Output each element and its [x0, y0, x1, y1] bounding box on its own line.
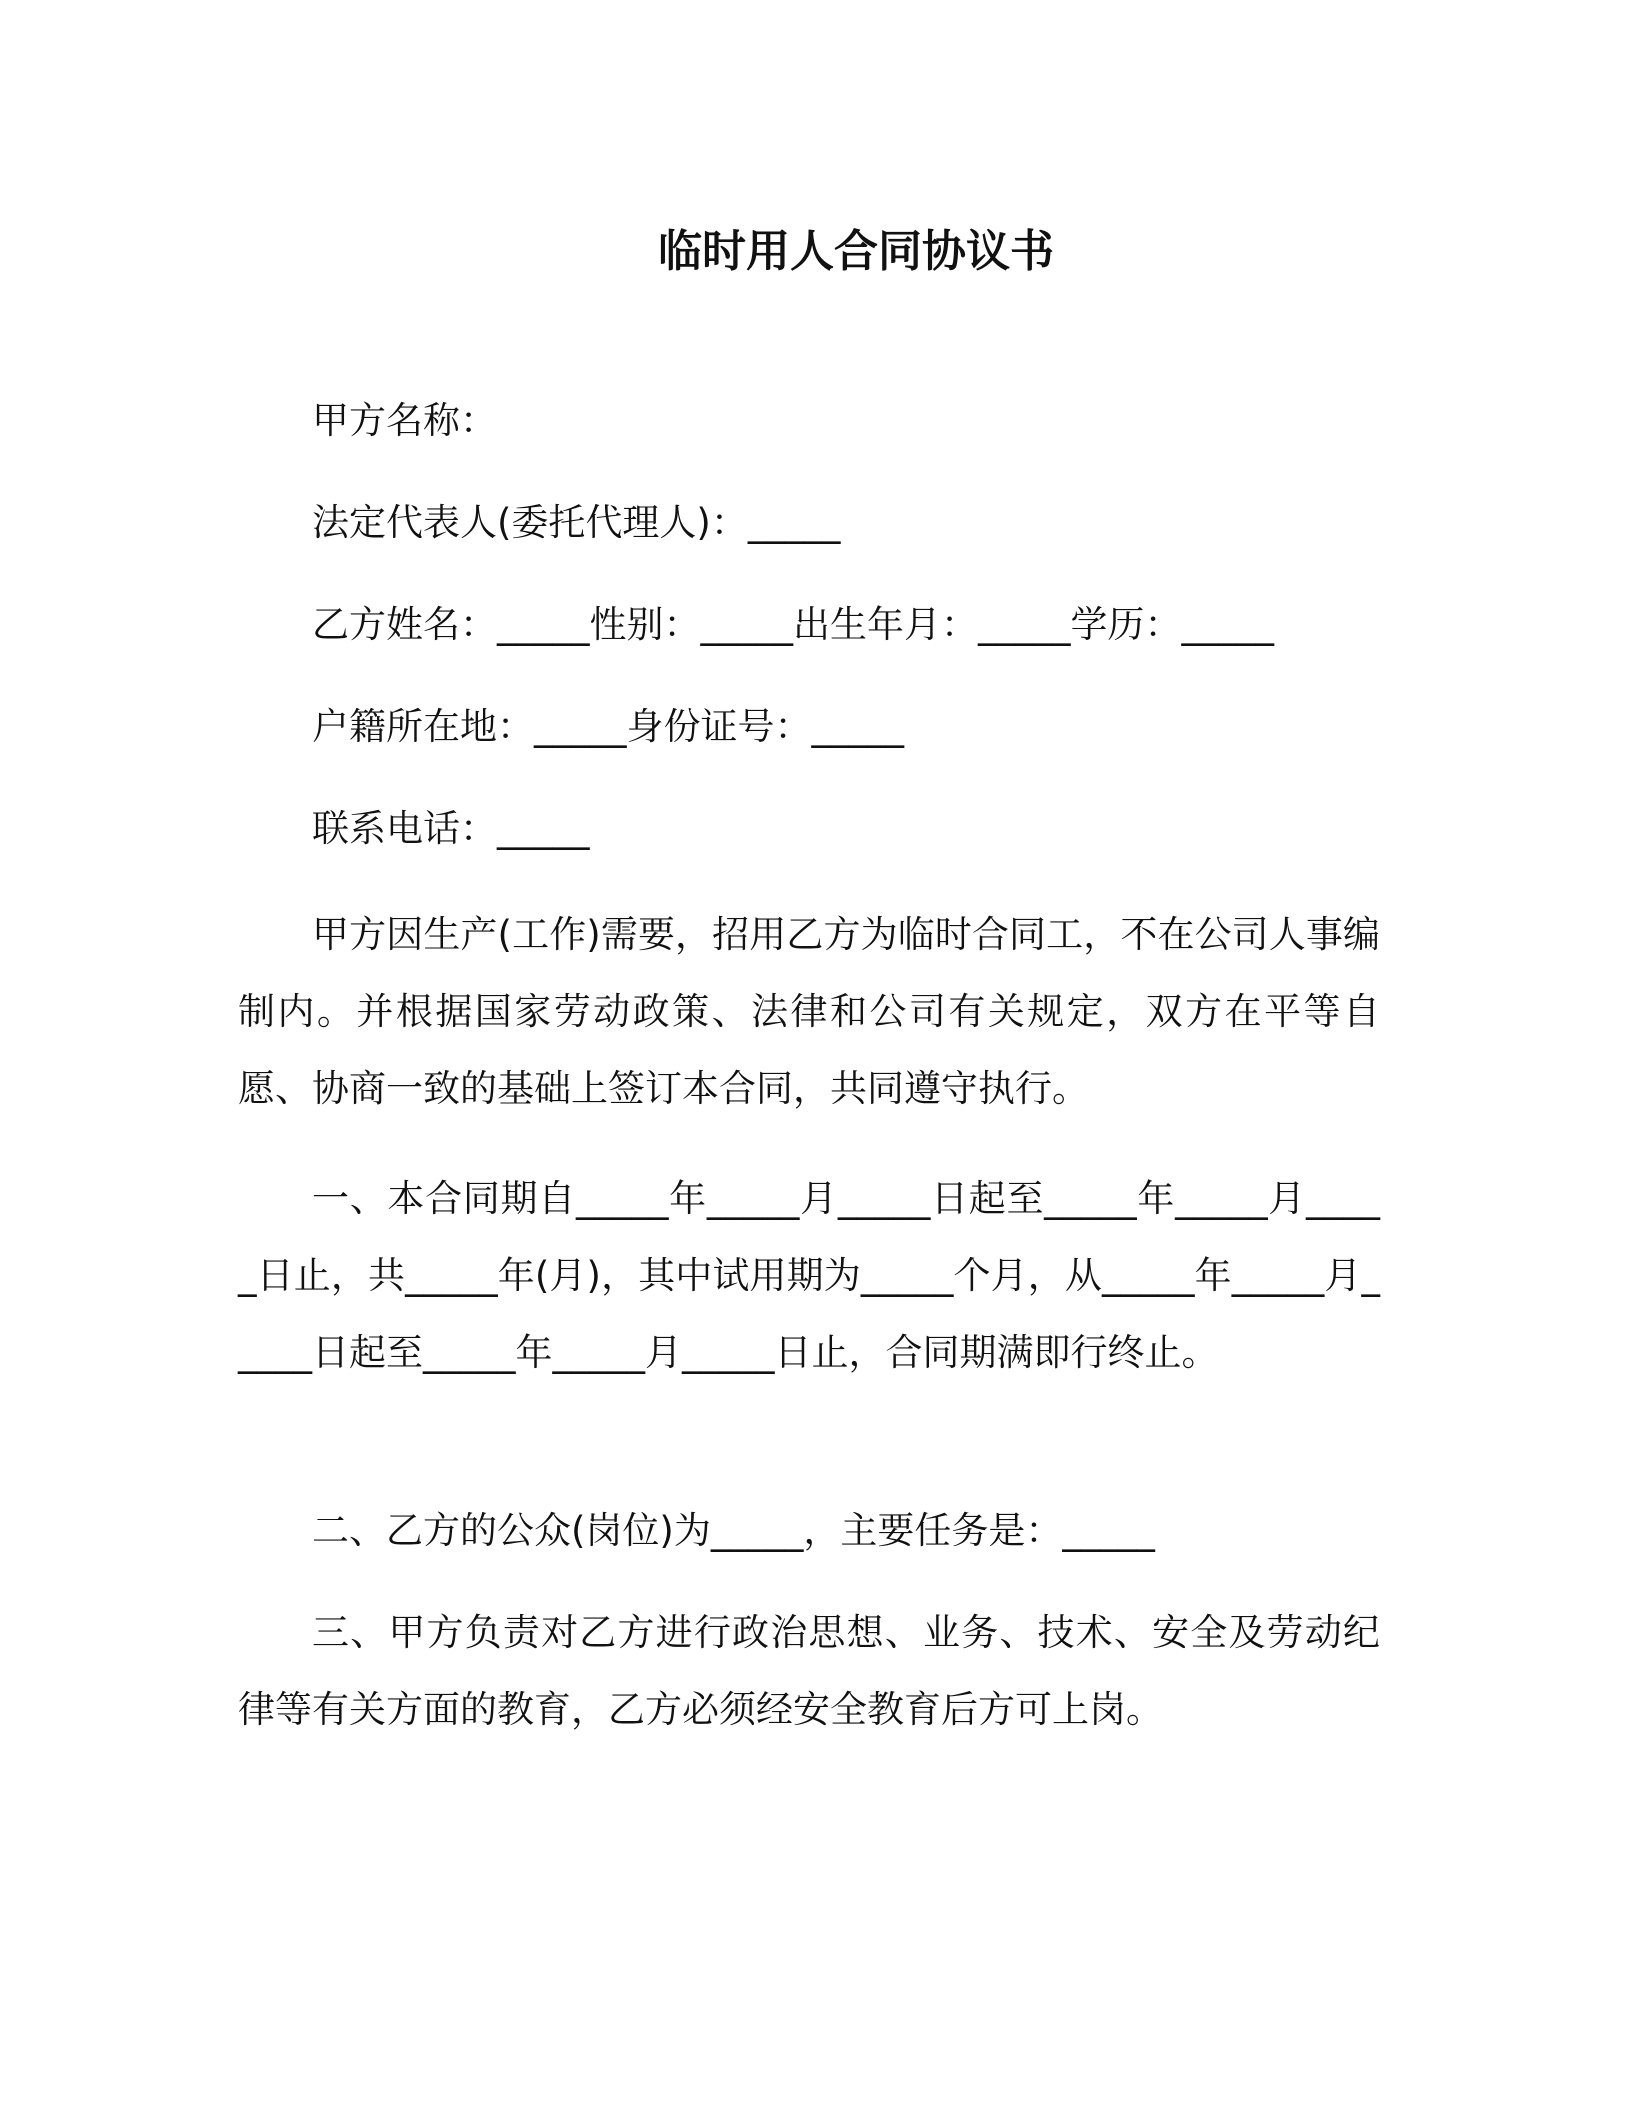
party-b-info-field: 乙方姓名：_____性别：_____出生年月：_____学历：_____	[312, 603, 1274, 646]
legal-representative-field: 法定代表人(委托代理人)：_____	[312, 501, 841, 544]
phone-field: 联系电话：_____	[312, 807, 590, 850]
clause-2-paragraph: 二、乙方的公众(岗位)为_____，主要任务是：_____	[312, 1509, 1155, 1552]
party-a-name-field: 甲方名称：	[312, 399, 497, 442]
intro-paragraph: 甲方因生产(工作)需要，招用乙方为临时合同工，不在公司人事编制内。并根据国家劳动政策、法律和公司有关规定，双方在平等自愿、协商一致的基础上签订本合同，共同遵守执行。	[238, 913, 1380, 1110]
clause-1-paragraph: 一、本合同期自_____年_____月_____日起至_____年_____月_____日止，共_____年(月)，其中试用期为_____个月，从_____年_____月_____日起至_____年_____月_____日止，合同期满即行终止。	[238, 1177, 1380, 1374]
clause-3-paragraph: 三、甲方负责对乙方进行政治思想、业务、技术、安全及劳动纪律等有关方面的教育，乙方必须经安全教育后方可上岗。	[238, 1611, 1380, 1731]
document-title: 临时用人合同协议书	[658, 226, 1054, 277]
residence-id-field: 户籍所在地：_____身份证号：_____	[312, 705, 904, 748]
